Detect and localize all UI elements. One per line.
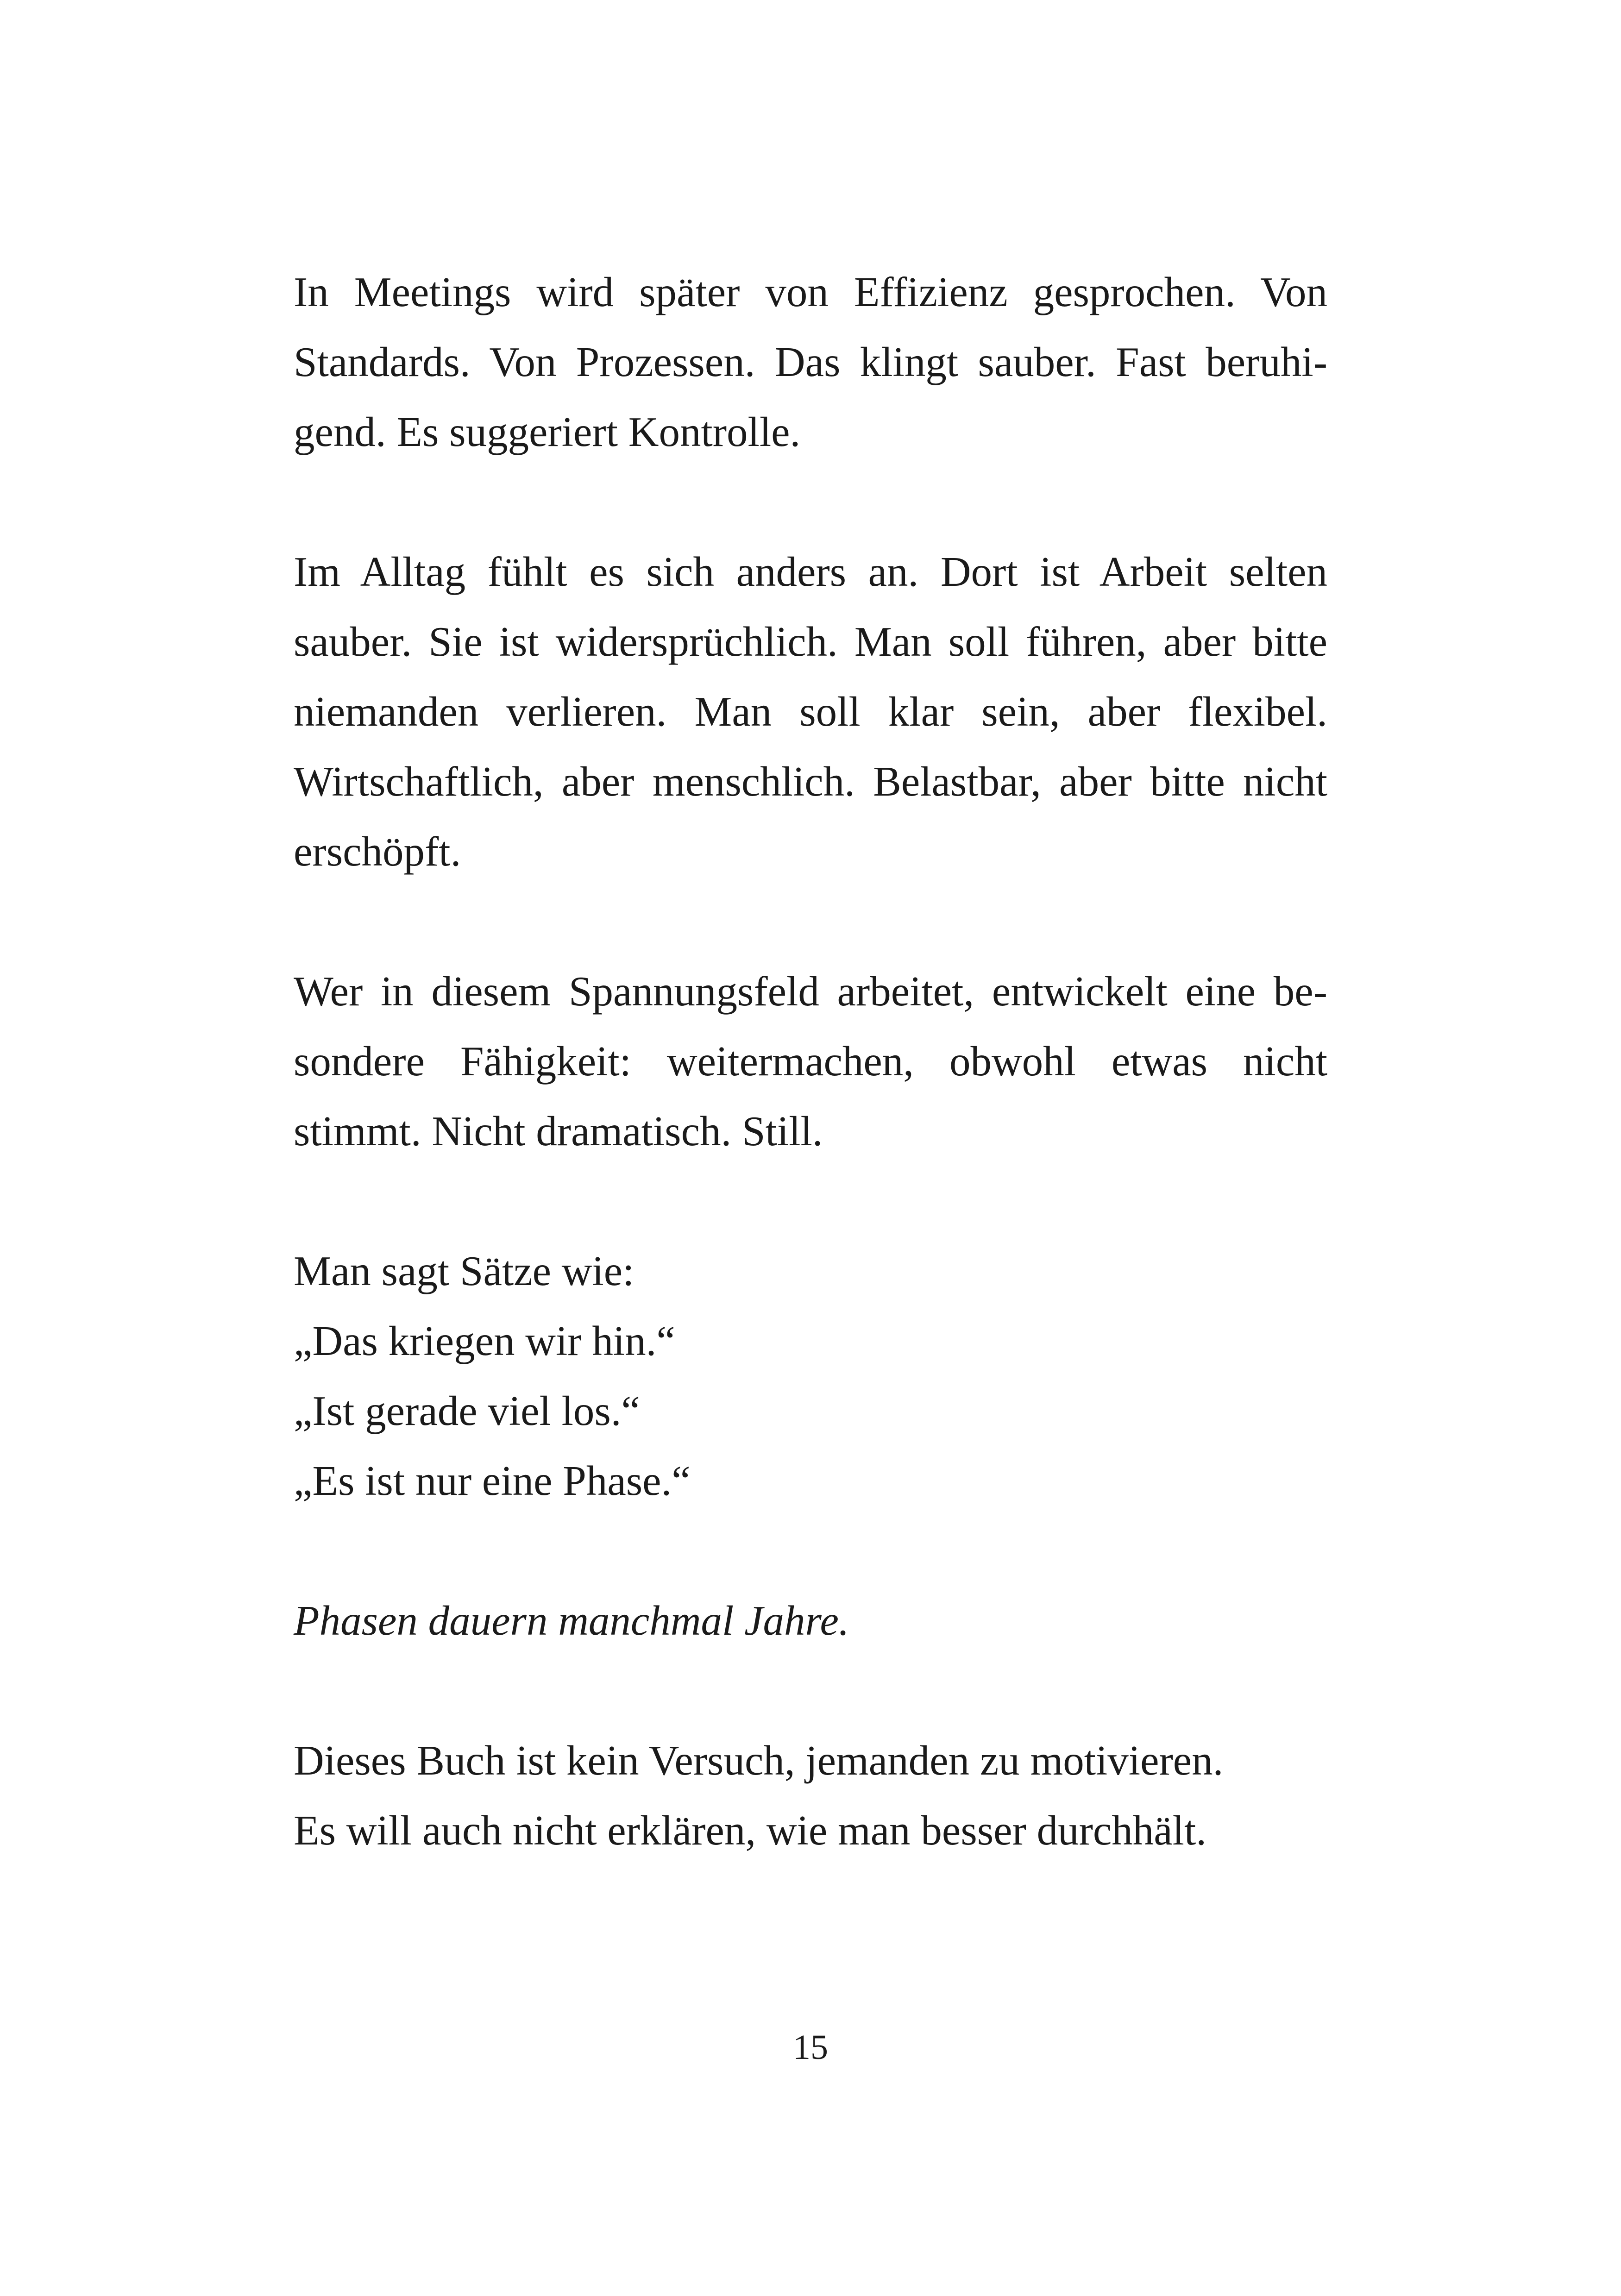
paragraph-alltag <box>294 537 1327 886</box>
text-line: Wirtschaftlich, aber menschlich. Belastbar, aber bitte nicht <box>294 758 1327 805</box>
paragraph-phasen-italic <box>294 1586 1327 1656</box>
text-line: sauber. Sie ist widersprüchlich. Man soll führen, aber bitte <box>294 618 1327 665</box>
text-line: gend. Es suggeriert Kontrolle. <box>294 408 801 455</box>
paragraph-meetings <box>294 257 1327 467</box>
page-number: 15 <box>793 2028 828 2067</box>
text-line: In Meetings wird später von Effizienz gesprochen. Von <box>294 269 1327 315</box>
text-line: erschöpft. <box>294 828 461 875</box>
paragraph-saetze <box>294 1236 1327 1516</box>
text-line: Man sagt Sätze wie: <box>294 1248 635 1294</box>
text-line: Es will auch nicht erklären, wie man besser durchhält. <box>294 1807 1206 1854</box>
text-line: Dieses Buch ist kein Versuch, jemanden zu motivieren. <box>294 1737 1224 1784</box>
quote-line: „Das kriegen wir hin.“ <box>294 1317 675 1364</box>
paragraph-spannungsfeld <box>294 956 1327 1166</box>
text-line: stimmt. Nicht dramatisch. Still. <box>294 1108 823 1154</box>
text-line: niemanden verlieren. Man soll klar sein, aber flexibel. <box>294 688 1327 735</box>
text-line: Wer in diesem Spannungsfeld arbeitet, entwickelt eine be- <box>294 968 1327 1015</box>
text-line: Im Alltag fühlt es sich anders an. Dort ist Arbeit selten <box>294 548 1327 595</box>
quote-line: „Es ist nur eine Phase.“ <box>294 1457 691 1504</box>
text-line: sondere Fähigkeit: weitermachen, obwohl etwas nicht <box>294 1038 1327 1085</box>
paragraph-dieses-buch <box>294 1725 1327 1865</box>
italic-line: Phasen dauern manchmal Jahre. <box>294 1597 849 1644</box>
quote-line: „Ist gerade viel los.“ <box>294 1387 640 1434</box>
text-line: Standards. Von Prozessen. Das klingt sauber. Fast beruhi- <box>294 339 1327 385</box>
body-text <box>294 257 1327 1935</box>
